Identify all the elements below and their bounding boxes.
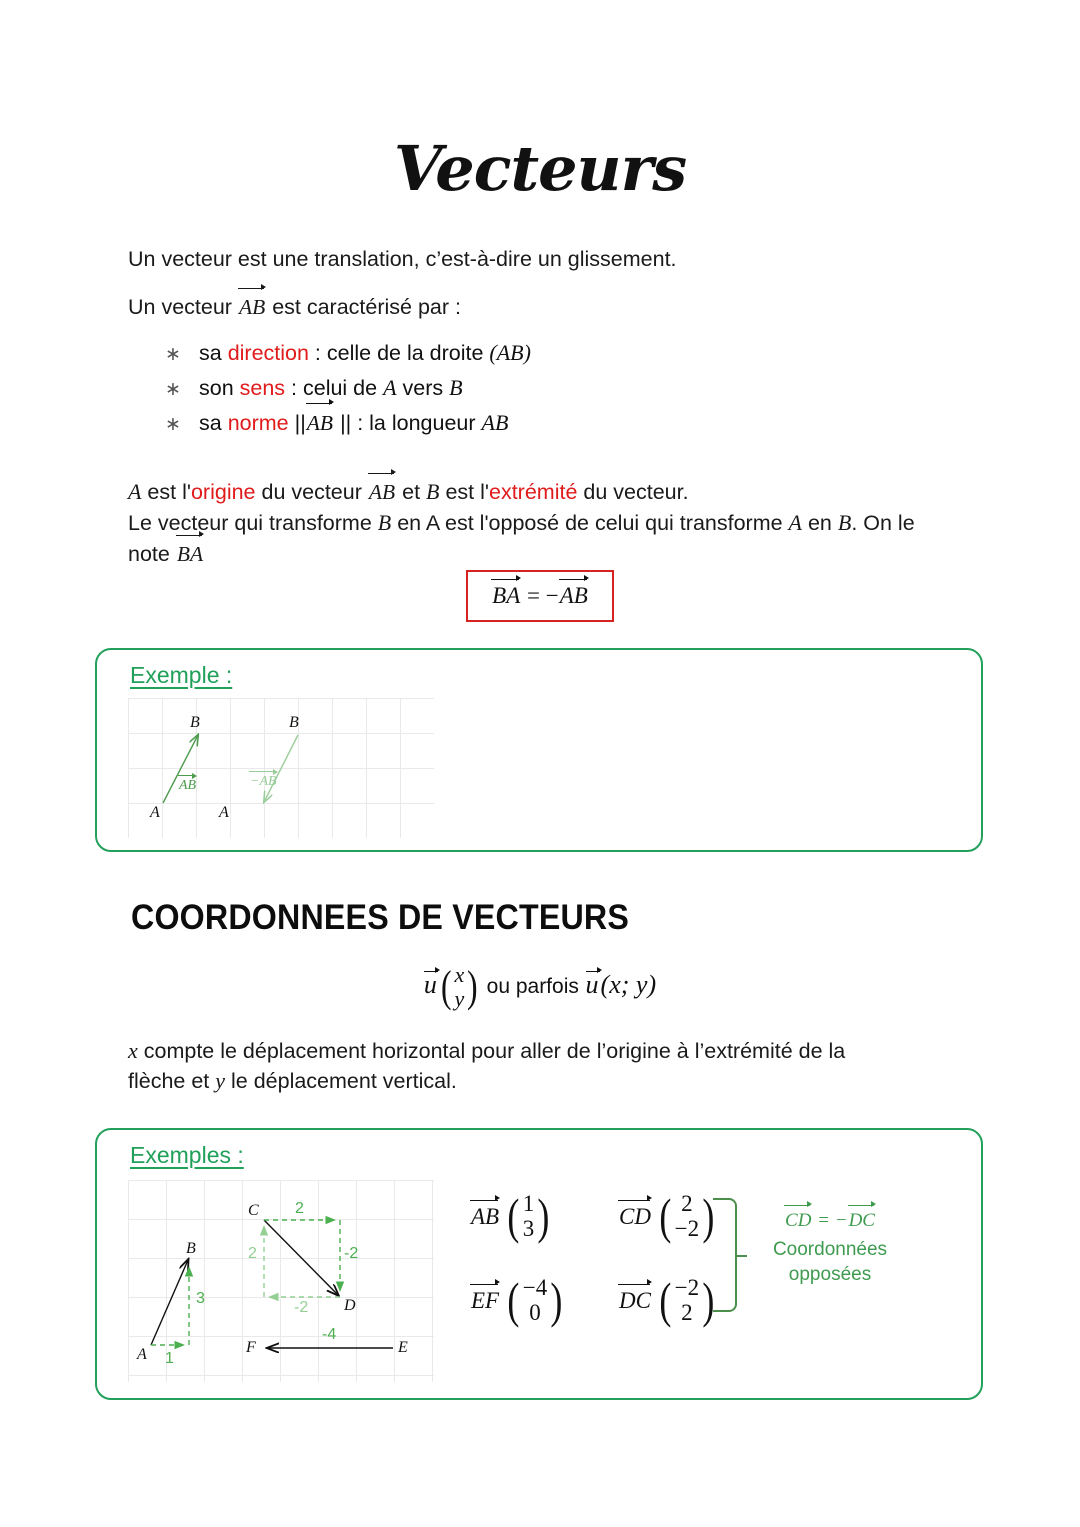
- formula-equals: =: [527, 583, 540, 608]
- coord-dc-y: 2: [681, 1299, 693, 1325]
- point-a: A: [128, 479, 142, 504]
- dim-label-minus4: -4: [322, 1326, 337, 1343]
- coord-name-ef: EF: [471, 1287, 500, 1313]
- explanation-line-2: [128, 1066, 457, 1096]
- norm-close: ||: [340, 411, 352, 435]
- asterisk-icon: ∗: [165, 379, 181, 400]
- norm-open: ||: [294, 411, 306, 435]
- origin-p2-point-a: A: [788, 510, 802, 535]
- u-vector-notation: [0, 963, 1080, 1011]
- vector-properties-list: [165, 336, 531, 441]
- u-notation-middle: ou parfois: [486, 975, 579, 999]
- bullet-1-suffix: : celui de: [285, 376, 384, 400]
- coord-values-cd: [674, 1192, 700, 1242]
- paren-close: ): [550, 1272, 563, 1329]
- coordinate-cd: [618, 1188, 717, 1245]
- formula-vector-ba: BA: [492, 583, 521, 608]
- explanation-line-1-text: compte le déplacement horizontal pour aller de l’origine à l’extrémité de la: [137, 1039, 846, 1063]
- coord-matrix-ef: [505, 1272, 565, 1329]
- note-line-2: opposées: [788, 1264, 872, 1285]
- note-line-1: Coordonnées: [772, 1239, 888, 1260]
- coordinate-ab: [470, 1188, 552, 1245]
- point-b: B: [426, 479, 440, 504]
- vector-ba-inline: BA: [176, 539, 204, 569]
- bullet-1-prefix: son: [199, 376, 240, 400]
- keyword-direction: direction: [227, 341, 309, 365]
- explanation-line-1: [128, 1036, 845, 1066]
- paren-close: ): [702, 1272, 715, 1329]
- origin-paragraph-line-3: [128, 539, 204, 569]
- paren-open: (: [507, 1272, 520, 1329]
- dim-label-3: 3: [196, 1290, 205, 1307]
- grouping-brace: [713, 1198, 737, 1312]
- vector-u-symbol: u: [423, 970, 437, 1000]
- coord-ef-y: 0: [529, 1299, 541, 1325]
- example-1-label: Exemple :: [130, 662, 233, 688]
- vector-ab-norm: AB: [306, 407, 334, 440]
- paren-close: ): [467, 961, 478, 1011]
- vector-ab-inline: AB: [238, 292, 266, 322]
- explanation-y-symbol: y: [215, 1068, 226, 1093]
- point-label-b: B: [186, 1240, 196, 1257]
- origin-p2-point-b2: B: [837, 510, 852, 535]
- figure-opposite-vectors: [128, 698, 434, 838]
- coord-ef-x: −4: [522, 1275, 548, 1300]
- point-label-a-1: A: [150, 804, 160, 821]
- explanation-line-2-b: le déplacement vertical.: [225, 1069, 457, 1093]
- coord-values-dc: [674, 1276, 700, 1326]
- intro-line-2-suffix: est caractérisé par :: [266, 295, 461, 319]
- section-heading-coordonnees: COORDONNEES DE VECTEURS: [131, 898, 630, 937]
- origin-paragraph-line-1: [128, 477, 689, 507]
- u-matrix-y: y: [454, 985, 465, 1011]
- bullet-2-math: AB: [481, 410, 509, 435]
- paren-close: ): [702, 1188, 715, 1245]
- asterisk-icon: ∗: [165, 344, 181, 365]
- intro-line-2-prefix: Un vecteur: [128, 295, 238, 319]
- coord-cd-x: 2: [681, 1191, 693, 1216]
- vector-ab-inline-2: AB: [368, 477, 396, 507]
- vector-label-ab: AB: [179, 778, 197, 793]
- coord-ab-y: 3: [522, 1215, 535, 1241]
- paren-close: ): [537, 1188, 550, 1245]
- coordinate-ef: [470, 1272, 565, 1329]
- coord-matrix-cd: [657, 1188, 717, 1245]
- point-label-b-1: B: [190, 714, 200, 731]
- u-column-matrix: [439, 963, 480, 1011]
- dim-label-2-top: 2: [295, 1200, 304, 1217]
- paren-open: (: [440, 961, 452, 1011]
- bullet-1-point-a: A: [383, 375, 397, 400]
- point-label-b-2: B: [289, 714, 299, 731]
- point-label-a-2: A: [219, 804, 229, 821]
- intro-line-1-text: Un vecteur est une translation, c’est-à-dire un glissement.: [128, 247, 677, 271]
- point-label-c: C: [248, 1202, 259, 1219]
- coord-matrix-ab: [505, 1188, 552, 1245]
- coord-matrix-dc: [657, 1272, 717, 1329]
- origin-p1-g: du vecteur.: [577, 480, 689, 504]
- coord-values-ab: [522, 1192, 536, 1242]
- dim-label-1: 1: [165, 1350, 174, 1367]
- note-equation: [755, 1208, 905, 1233]
- list-item-norme: [165, 406, 531, 441]
- example-2-label: Exemples :: [130, 1142, 244, 1168]
- bullet-0-suffix: : celle de la droite: [308, 341, 490, 365]
- paren-open: (: [659, 1188, 672, 1245]
- u-notation-alt: (x; y): [600, 970, 657, 1000]
- dim-label-minus2-bottom: -2: [294, 1299, 309, 1316]
- intro-line-1: [128, 244, 677, 274]
- coord-name-dc: DC: [619, 1287, 651, 1313]
- bullet-0-prefix: sa: [199, 341, 228, 365]
- origin-p2-c: en A est l'opposé de celui qui transforme: [391, 511, 789, 535]
- list-item-direction: [165, 336, 531, 371]
- origin-paragraph-line-2: [128, 508, 915, 538]
- vector-label-minus-ab: −AB: [250, 774, 277, 789]
- coord-ab-x: 1: [522, 1191, 535, 1216]
- origin-p1-b: est l': [141, 480, 191, 504]
- bullet-0-math: (AB): [489, 340, 531, 365]
- explanation-line-2-a: flèche et: [128, 1069, 216, 1093]
- coord-values-ef: [522, 1276, 548, 1326]
- keyword-extremite: extrémité: [489, 480, 578, 504]
- origin-p2-g: . On le: [851, 511, 915, 535]
- u-matrix-values: [454, 963, 466, 1011]
- point-label-e: E: [398, 1339, 408, 1356]
- paren-open: (: [659, 1272, 672, 1329]
- figure-1-vectors-svg: [128, 698, 434, 838]
- page-title: Vecteurs: [393, 132, 687, 205]
- dim-label-minus2-right: -2: [344, 1245, 359, 1262]
- explanation-x-symbol: x: [128, 1038, 138, 1063]
- coord-cd-y: −2: [674, 1215, 700, 1241]
- origin-p2-point-b: B: [377, 510, 392, 535]
- bullet-1-mid: vers: [396, 376, 450, 400]
- figure-vector-coordinates: [128, 1180, 434, 1382]
- origin-p1-f: est l': [439, 480, 489, 504]
- vector-u-symbol-2: u: [585, 970, 599, 1000]
- point-label-d: D: [344, 1297, 356, 1314]
- formula-vector-ab: AB: [559, 583, 588, 608]
- point-label-f: F: [246, 1339, 256, 1356]
- note-equation-mid: = −: [812, 1210, 848, 1231]
- keyword-norme: norme: [227, 411, 289, 435]
- coordinate-dc: [618, 1272, 717, 1329]
- bullet-2-prefix: sa: [199, 411, 228, 435]
- asterisk-icon: ∗: [165, 414, 181, 435]
- u-matrix-x: x: [454, 962, 465, 987]
- formula-minus: −: [545, 583, 559, 608]
- bullet-1-point-b: B: [449, 375, 463, 400]
- list-item-sens: [165, 371, 531, 406]
- coord-name-cd: CD: [619, 1203, 651, 1229]
- keyword-origine: origine: [190, 480, 256, 504]
- boxed-formula-ba-equals-minus-ab: [466, 570, 614, 622]
- coord-name-ab: AB: [471, 1203, 500, 1229]
- origin-p3-a: note: [128, 542, 176, 566]
- origin-p2-e: en: [802, 511, 838, 535]
- intro-line-2: [128, 292, 461, 322]
- origin-p1-c: du vecteur: [255, 480, 368, 504]
- note-vector-dc: DC: [848, 1210, 875, 1231]
- origin-p2-a: Le vecteur qui transforme: [128, 511, 378, 535]
- note-vector-cd: CD: [785, 1210, 812, 1231]
- bullet-2-suffix: : la longueur: [351, 411, 482, 435]
- paren-open: (: [507, 1188, 520, 1245]
- coord-dc-x: −2: [674, 1275, 700, 1300]
- point-label-a: A: [137, 1346, 147, 1363]
- keyword-sens: sens: [239, 376, 286, 400]
- opposite-coordinates-note: [755, 1208, 905, 1287]
- origin-p1-d: et: [396, 480, 427, 504]
- dim-label-2-left: 2: [248, 1245, 257, 1262]
